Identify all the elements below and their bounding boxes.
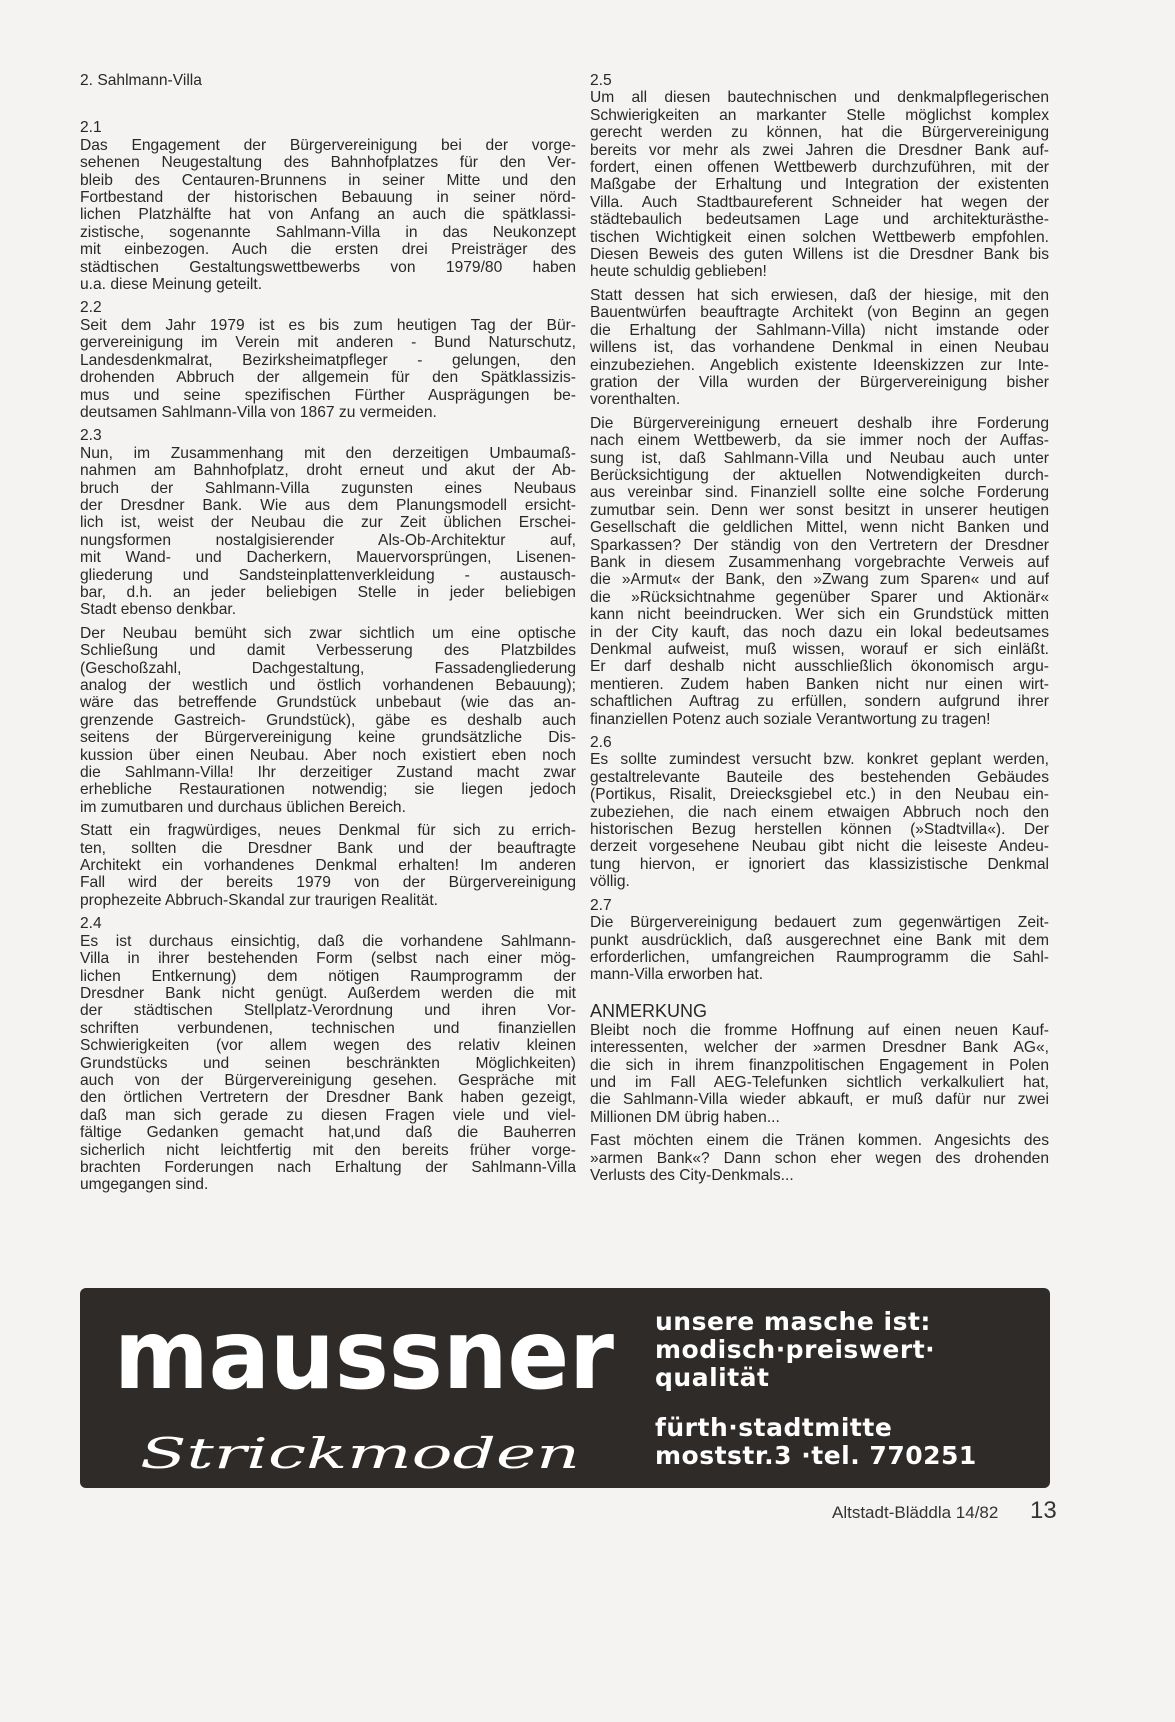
- text-line: die Sahlmann-Villa wieder abkauft, er muß dafür nur zwei: [590, 1091, 1049, 1109]
- maussner-logo: [80, 1288, 640, 1488]
- text-line: daß man sich gerade zu diesen Fragen viele und viel-: [80, 1106, 576, 1124]
- ad-line: unsere masche ist:: [655, 1307, 931, 1336]
- text-line: Schwierigkeiten an markanter Stelle möglichst komplex: [590, 106, 1049, 124]
- text-line: Fall wird der bereits 1979 von der Bürgervereinigung: [80, 874, 576, 892]
- text-line: analog der westlich und östlich vorhandenen Bebauung);: [80, 677, 576, 694]
- text-line: nahmen am Bahnhofplatz, droht erneut und akut der Ab-: [80, 462, 576, 480]
- text-line: lich ist, weist der Neubau die zur Zeit üblichen Erschei-: [80, 514, 576, 532]
- text-line: gerecht werden zu können, hat die Bürgervereinigung: [590, 124, 1049, 142]
- text-line: bereits vor mehr als zwei Jahren die Dresdner Bank auf-: [590, 141, 1049, 159]
- text-line: sehenen Neugestaltung des Bahnhofplatzes für den Ver-: [80, 154, 576, 172]
- text-line: Berücksichtigung der aktuellen Notwendigkeiten durch-: [590, 466, 1049, 484]
- text-line: nungsformen nostalgisierender Als-Ob-Architektur auf,: [80, 531, 576, 549]
- text-line: Grundstücks und seinen beschränkten Möglichkeiten): [80, 1054, 576, 1072]
- logo-wordmark: maussner: [114, 1299, 615, 1411]
- text-line: Landesdenkmalrat, Bezirksheimatpfleger - gelungen, den: [80, 351, 576, 369]
- text-line: vorenthalten.: [590, 391, 681, 409]
- text-line: Statt dessen hat sich erwiesen, daß der hiesige, mit den: [590, 286, 1049, 304]
- text-line: gration der Villa wurden der Bürgervereinigung bisher: [590, 373, 1049, 391]
- text-line: Schließung und damit Verbesserung des Platzbildes: [80, 642, 576, 660]
- text-line: u.a. diese Meinung geteilt.: [80, 276, 263, 294]
- text-line: tung hiervon, er ignoriert das klassizistische Denkmal: [590, 855, 1049, 873]
- text-line: auch von der Bürgervereinigung gesehen. Gespräche mit: [80, 1071, 576, 1089]
- text-line: brachten Forderungen nach Erhaltung der Sahlmann-Villa: [80, 1158, 576, 1176]
- text-line: mit Wand- und Dacherkern, Mauervorsprüngen, Lisenen-: [80, 549, 576, 567]
- text-line: sicherlich nicht leichtfertig mit den bereits früher vorge-: [80, 1141, 576, 1159]
- text-line: Diesen Beweis des guten Willens ist die Dresdner Bank bis: [590, 246, 1049, 264]
- text-line: (Portikus, Risalit, Dreiecksgiebel etc.) in den Neubau ein-: [590, 786, 1049, 804]
- text-line: finanziellen Potenz auch soziale Verantwortung zu tragen!: [590, 710, 991, 728]
- text-line: die »Armut« der Bank, den »Zwang zum Sparen« und auf: [590, 571, 1049, 589]
- text-line: aus vereinbar sind. Finanziell sollte eine solche Forderung: [590, 484, 1049, 502]
- right-sections: [590, 72, 1049, 984]
- text-line: kussion über einen Neubau. Aber noch existiert eben noch: [80, 746, 576, 764]
- text-line: Statt ein fragwürdiges, neues Denkmal für sich zu errich-: [80, 822, 576, 840]
- text-line: Bauentwürfen beauftragte Architekt (von Beginn an gegen: [590, 304, 1049, 322]
- text-line: gliederung und Sandsteinplattenverkleidung - austausch-: [80, 566, 576, 584]
- text-line: Millionen DM übrig haben...: [590, 1108, 780, 1126]
- text-line: Dresdner Bank nicht genügt. Außerdem werden die mit: [80, 984, 576, 1002]
- text-line: Die Bürgervereinigung bedauert zum gegenwärtigen Zeit-: [590, 914, 1049, 932]
- text-line: prophezeite Abbruch-Skandal zur traurigen Realität.: [80, 891, 439, 909]
- text-line: und im Fall AEG-Telefunken sichtlich verkalkuliert hat,: [590, 1073, 1049, 1091]
- text-line: Villa. Auch Stadtbaureferent Schneider hat wegen der: [590, 193, 1049, 211]
- ad-line: qualität: [655, 1363, 770, 1392]
- ad-address: fürth·stadtmitte: [655, 1413, 893, 1442]
- left-column: [80, 72, 576, 1200]
- text-line: Es sollte zumindest versucht bzw. konkret geplant werden,: [590, 751, 1049, 769]
- text-line: Denkmal aufweist, muß wissen, worauf er sich einläßt.: [590, 641, 1049, 658]
- text-line: seitens der Bürgervereinigung keine grundsätzliche Dis-: [80, 729, 576, 747]
- text-line: schaftlichen Auftrag zu erfüllen, sondern aufgrund ihrer: [590, 693, 1049, 711]
- text-line: erforderlichen, umfangreichen Raumprogramm die Sahl-: [590, 948, 1049, 966]
- text-line: bruch der Sahlmann-Villa zugunsten eines Neubaus: [80, 479, 576, 497]
- article-section: [80, 427, 576, 618]
- article-section: [80, 822, 576, 909]
- text-line: deutsamen Sahlmann-Villa von 1867 zu vermeiden.: [80, 403, 437, 421]
- article-section: [590, 1022, 1049, 1126]
- text-line: sung ist, daß Sahlmann-Villa und Neubau auch unter: [590, 449, 1049, 467]
- section-number: 2.2: [80, 299, 102, 317]
- text-line: mann-Villa erworben hat.: [590, 966, 764, 984]
- text-line: die Sahlmann-Villa! Ihr derzeitiger Zustand macht zwar: [80, 764, 576, 782]
- article-section: [590, 1132, 1049, 1184]
- section-number: 2.5: [590, 72, 612, 89]
- section-number: 2.4: [80, 915, 102, 933]
- ad-phone: moststr.3 ·tel. 770251: [655, 1441, 977, 1470]
- text-line: Bank in diesem Zusammenhang vorgebrachte Verweis auf: [590, 553, 1049, 571]
- text-line: Das Engagement der Bürgervereinigung bei der vorge-: [80, 136, 576, 154]
- article-section: [590, 897, 1049, 984]
- text-line: Gesellschaft die geldlichen Mittel, wenn nicht Banken und: [590, 519, 1049, 537]
- text-line: gestaltrelevante Bauteile des bestehenden Gebäudes: [590, 768, 1049, 786]
- text-line: erhebliche Restaurationen notwendig; sie liegen jedoch: [80, 781, 576, 799]
- text-line: umgegangen sind.: [80, 1176, 209, 1194]
- text-line: fältige Gedanken gemacht hat,und daß die Bauherren: [80, 1124, 576, 1142]
- article-section: [590, 72, 1049, 281]
- text-line: Er darf deshalb nicht ausschließlich ökonomisch argu-: [590, 658, 1049, 676]
- page-number: 13: [1030, 1497, 1057, 1524]
- text-line: bleib des Centauren-Brunnens in seiner Mitte und den: [80, 171, 576, 189]
- text-line: Schwierigkeiten (vor allem wegen des relativ kleinen: [80, 1037, 576, 1055]
- text-line: völlig.: [590, 873, 630, 891]
- text-line: mit einbezogen. Auch die ersten drei Preisträger des: [80, 241, 576, 259]
- text-line: die sich in ihrem finanzpolitischen Engagement in Polen: [590, 1056, 1049, 1074]
- text-line: derzeit vorgesehene Neubau gibt nicht die leiseste Andeu-: [590, 838, 1049, 856]
- text-line: tischen Wichtigkeit einen solchen Wettbewerb empfohlen.: [590, 228, 1049, 246]
- text-line: bar, d.h. an jeder beliebigen Stelle in jeder beliebigen: [80, 583, 576, 601]
- text-line: die »Rücksichtnahme gegenüber Sparer und Aktionär«: [590, 588, 1049, 606]
- text-line: interessenten, welcher der »armen Dresdner Bank AG«,: [590, 1039, 1049, 1057]
- note-heading: ANMERKUNG: [590, 1000, 708, 1021]
- text-line: lichen Entkernung) dem nötigen Raumprogramm der: [80, 967, 576, 985]
- section-number: 2.3: [80, 427, 102, 445]
- advertisement: [80, 1288, 1050, 1488]
- text-line: mentieren. Zudem haben Banken nicht nur einen wirt-: [590, 675, 1049, 693]
- text-line: wäre das betreffende Grundstück unbebaut (wie das an-: [80, 694, 576, 712]
- text-line: mus und seine spezifischen Fürther Ausprägungen be-: [80, 386, 576, 404]
- text-line: städtebaulich bedeutsamen Lage und architekturästhe-: [590, 211, 1049, 229]
- ad-line: modisch·preiswert·: [655, 1335, 936, 1364]
- text-line: Die Bürgervereinigung erneuert deshalb ihre Forderung: [590, 414, 1049, 432]
- text-line: in der City kauft, das noch dazu ein lokal bedeutsames: [590, 623, 1049, 641]
- text-line: Fast möchten einem die Tränen kommen. Angesichts des: [590, 1132, 1049, 1150]
- text-line: Verlusts des City-Denkmals...: [590, 1166, 794, 1184]
- text-line: Fortbestand der historischen Bebauung in seiner nörd-: [80, 189, 576, 207]
- text-line: Stadt ebenso denkbar.: [80, 601, 237, 619]
- text-line: kann nicht beeindrucken. Wer sich ein Grundstück mitten: [590, 606, 1049, 624]
- article-section: [80, 119, 576, 293]
- text-line: gervereinigung im Verein mit anderen - Bund Naturschutz,: [80, 334, 576, 352]
- text-line: »armen Bank«? Dann schon eher wegen des drohenden: [590, 1149, 1049, 1167]
- text-line: (Geschoßzahl, Dachgestaltung, Fassadengliederung: [80, 659, 576, 677]
- text-line: der Dresdner Bank. Wie aus dem Planungsmodell ersicht-: [80, 496, 576, 514]
- article-section: [590, 287, 1049, 409]
- text-line: zubeziehen, die nach einem etwaigen Abbruch noch den: [590, 803, 1049, 821]
- text-line: im zumutbaren und durchaus üblichen Bereich.: [80, 798, 406, 816]
- left-sections: [80, 119, 576, 1193]
- text-line: Seit dem Jahr 1979 ist es bis zum heutigen Tag der Bür-: [80, 316, 576, 334]
- text-line: lichen Platzhälfte hat von Anfang an auch die spätklassi-: [80, 206, 576, 224]
- text-line: zistische, sogenannte Sahlmann-Villa in das Neukonzept: [80, 223, 576, 241]
- text-line: Um all diesen bautechnischen und denkmalpflegerischen: [590, 89, 1049, 107]
- article-section: [590, 734, 1049, 891]
- text-line: Maßgabe der Erhaltung und Integration der existenten: [590, 176, 1049, 194]
- text-line: zumutbar sein. Denn wer sonst besitzt in unserer heutigen: [590, 501, 1049, 519]
- text-line: Bleibt noch die fromme Hoffnung auf einen neuen Kauf-: [590, 1021, 1049, 1039]
- article-section: [80, 625, 576, 816]
- article-title: 2. Sahlmann-Villa: [80, 72, 202, 89]
- logo-script: Strickmoden: [140, 1429, 580, 1478]
- text-line: die Erhaltung der Sahlmann-Villa) nicht imstande oder: [590, 321, 1049, 339]
- text-line: punkt ausdrücklich, daß ausgerechnet eine Bank mit dem: [590, 931, 1049, 949]
- text-line: heute schuldig geblieben!: [590, 263, 767, 281]
- text-line: einzubeziehen. Angeblich existente Ideenskizzen zur Inte-: [590, 356, 1049, 374]
- section-number: 2.1: [80, 119, 102, 137]
- section-number: 2.6: [590, 734, 612, 752]
- text-line: Architekt ein vorhandenes Denkmal erhalten! Im anderen: [80, 857, 576, 875]
- article-section: [590, 415, 1049, 728]
- text-line: schriften verbundenen, technischen und finanziellen: [80, 1019, 576, 1037]
- note-sections: [590, 1022, 1049, 1185]
- text-line: grenzende Gastreich- Grundstück), gäbe es deshalb auch: [80, 711, 576, 729]
- text-line: drohenden Abbruch der allgemein für den Spätklassizis-: [80, 369, 576, 387]
- article-section: [80, 915, 576, 1194]
- text-line: Nun, im Zusammenhang mit den derzeitigen Umbaumaß-: [80, 444, 576, 462]
- text-line: historischen Bezug herstellen können (»Stadtvilla«). Der: [590, 821, 1049, 839]
- text-line: Villa in ihrer bestehenden Form (selbst nach einer mög-: [80, 950, 576, 968]
- text-line: willens ist, das vorhandene Denkmal in einen Neubau: [590, 339, 1049, 357]
- section-number: 2.7: [590, 896, 612, 914]
- publication-name: Altstadt-Bläddla 14/82: [832, 1503, 999, 1522]
- ad-slogan: [655, 1308, 977, 1470]
- text-line: städtischen Gestaltungswettbewerbs von 1979/80 haben: [80, 258, 576, 276]
- article-section: [80, 299, 576, 421]
- text-line: Der Neubau bemüht sich zwar sichtlich um eine optische: [80, 624, 576, 642]
- right-column: [590, 72, 1049, 1190]
- text-line: nach einem Wettbewerb, da sie immer noch der Auffas-: [590, 432, 1049, 450]
- text-line: Sparkassen? Der ständig von den Vertretern der Dresdner: [590, 536, 1049, 554]
- text-line: der städtischen Stellplatz-Verordnung und ihren Vor-: [80, 1002, 576, 1020]
- text-line: Es ist durchaus einsichtig, daß die vorhandene Sahlmann-: [80, 932, 576, 950]
- text-line: fordert, einen offenen Wettbewerb durchzuführen, mit der: [590, 159, 1049, 177]
- text-line: ten, sollten die Dresdner Bank und der beauftragte: [80, 839, 576, 857]
- text-line: den örtlichen Vertretern der Dresdner Bank haben gezeigt,: [80, 1089, 576, 1107]
